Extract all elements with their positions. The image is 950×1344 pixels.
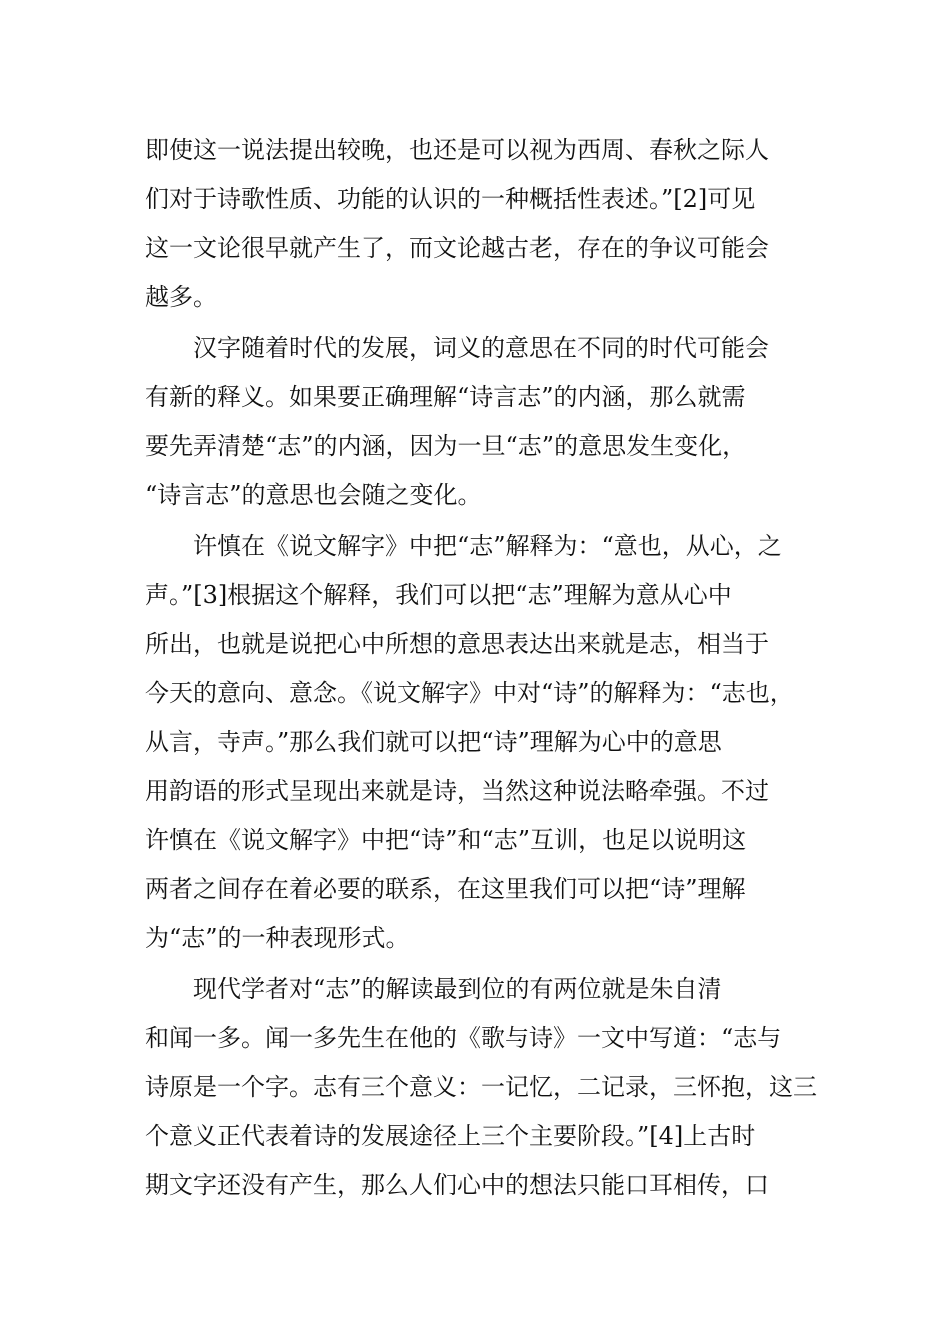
text-line: 所出，也就是说把心中所想的意思表达出来就是志，相当于 xyxy=(145,630,769,658)
text-line: 越多。 xyxy=(145,283,217,311)
paragraph-2 xyxy=(145,324,825,520)
text-line: 有新的释义。如果要正确理解“诗言志”的内涵，那么就需 xyxy=(145,383,746,411)
text-line: 为“志”的一种表现形式。 xyxy=(145,924,410,952)
text-line: 这一文论很早就产生了，而文论越古老，存在的争议可能会 xyxy=(145,234,769,262)
text-line: 即使这一说法提出较晚，也还是可以视为西周、春秋之际人 xyxy=(145,136,769,164)
text-line: 从言，寺声。”那么我们就可以把“诗”理解为心中的意思 xyxy=(145,728,722,756)
text-line: 们对于诗歌性质、功能的认识的一种概括性表述。”[2]可见 xyxy=(145,185,756,213)
paragraph-3 xyxy=(145,522,825,963)
text-line: 今天的意向、意念。《说文解字》中对“诗”的解释为：“志也， xyxy=(145,679,794,707)
text-line: 个意义正代表着诗的发展途径上三个主要阶段。”[4]上古时 xyxy=(145,1122,756,1150)
text-line: “诗言志”的意思也会随之变化。 xyxy=(145,481,482,509)
body-text xyxy=(145,126,825,1210)
text-line: 两者之间存在着必要的联系，在这里我们可以把“诗”理解 xyxy=(145,875,746,903)
text-line: 许慎在《说文解字》中把“志”解释为：“意也，从心，之 xyxy=(193,532,782,560)
paragraph-4 xyxy=(145,965,825,1210)
text-line: 期文字还没有产生，那么人们心中的想法只能口耳相传，口 xyxy=(145,1171,769,1199)
paragraph-1 xyxy=(145,126,825,322)
text-line: 诗原是一个字。志有三个意义：一记忆，二记录，三怀抱，这三 xyxy=(145,1073,817,1101)
text-line: 许慎在《说文解字》中把“诗”和“志”互训，也足以说明这 xyxy=(145,826,747,854)
text-line: 现代学者对“志”的解读最到位的有两位就是朱自清 xyxy=(193,975,722,1003)
text-line: 汉字随着时代的发展，词义的意思在不同的时代可能会 xyxy=(193,334,769,362)
text-line: 声。”[3]根据这个解释，我们可以把“志”理解为意从心中 xyxy=(145,581,732,609)
text-line: 用韵语的形式呈现出来就是诗，当然这种说法略牵强。不过 xyxy=(145,777,769,805)
text-line: 要先弄清楚“志”的内涵，因为一旦“志”的意思发生变化， xyxy=(145,432,747,460)
text-line: 和闻一多。闻一多先生在他的《歌与诗》一文中写道：“志与 xyxy=(145,1024,782,1052)
